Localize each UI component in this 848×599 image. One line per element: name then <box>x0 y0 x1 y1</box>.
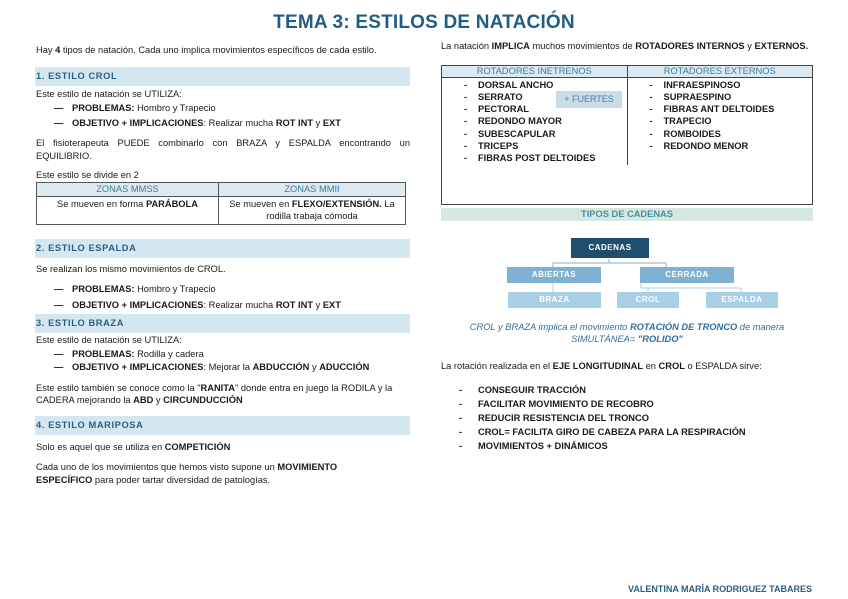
list-item <box>459 439 813 453</box>
list-item-label: TRICEPS <box>478 140 519 151</box>
braza-problems: — PROBLEMAS: Rodilla y cadera <box>54 348 204 359</box>
bullet-dash: - <box>464 116 468 127</box>
list-item-label: MOVIMIENTOS + DINÁMICOS <box>478 441 608 451</box>
bullet-dash: - <box>649 104 653 115</box>
rotators-table <box>441 65 813 205</box>
list-item-label: FIBRAS ANT DELTOIDES <box>663 104 775 115</box>
bullet-dash: - <box>649 79 653 90</box>
list-item-label: FACILITAR MOVIMIENTO DE RECOBRO <box>478 399 654 409</box>
section-braza-heading: 3. ESTILO BRAZA <box>35 314 410 333</box>
list-item-label: CONSEGUIR TRACCIÓN <box>478 385 586 395</box>
braza-objective: — OBJETIVO + IMPLICACIONES: Mejorar la ABDUCCIÓN y ADUCCIÓN <box>54 362 370 372</box>
list-item-label: REDUCIR RESISTENCIA DEL TRONCO <box>478 413 649 423</box>
espalda-problems: — PROBLEMAS: Hombro y Trapecio <box>54 284 216 294</box>
list-item <box>459 425 813 439</box>
implica-text: La natación IMPLICA muchos movimientos de ROTADORES INTERNOS y EXTERNOS. <box>441 41 809 51</box>
list-item-label: REDONDO MENOR <box>663 140 749 151</box>
list-item <box>628 91 813 103</box>
list-item <box>628 140 813 152</box>
rotation-uses-list <box>441 383 813 453</box>
list-item-label: PECTORAL <box>478 104 529 115</box>
section-mariposa-heading: 4. ESTILO MARIPOSA <box>35 416 410 435</box>
bullet-dash: - <box>459 399 463 409</box>
bullet-dash: - <box>464 79 468 90</box>
espalda-same: Se realizan los mismo movimientos de CROL. <box>36 263 226 274</box>
list-item-label: SUPRAESPINO <box>663 91 732 102</box>
crol-divides: Este estilo se divide en 2 <box>36 170 139 180</box>
cerrada-node: CERRADA <box>640 267 734 283</box>
braza-uses: Este estilo de natación se UTILIZA: <box>36 335 182 345</box>
list-item <box>628 103 813 115</box>
list-item-label: SERRATO <box>478 91 523 102</box>
section-espalda-heading: 2. ESTILO ESPALDA <box>35 239 410 258</box>
bullet-dash: - <box>464 153 468 164</box>
bullet-dash: - <box>649 140 653 151</box>
list-item-label: CROL= FACILITA GIRO DE CABEZA PARA LA RESPIRACIÓN <box>478 427 746 437</box>
list-item <box>628 115 813 127</box>
list-item <box>442 115 627 127</box>
list-item <box>442 79 627 91</box>
list-item <box>442 140 627 152</box>
bullet-dash: - <box>459 441 463 451</box>
bullet-dash: - <box>649 116 653 127</box>
bullet-dash: - <box>464 128 468 139</box>
zones-mmss-header: ZONAS MMSS <box>37 182 219 196</box>
espalda-node: ESPALDA <box>706 292 778 308</box>
section-crol-heading: 1. ESTILO CROL <box>35 67 410 86</box>
list-item <box>628 79 813 91</box>
rot-int-header: ROTADORES INETRENOS <box>442 66 628 77</box>
right-column <box>441 40 813 453</box>
list-item <box>459 411 813 425</box>
list-item-label: FIBRAS POST DELTOIDES <box>478 153 596 164</box>
espalda-objective: — OBJETIVO + IMPLICACIONES: Realizar mucha ROT INT y EXT <box>54 299 341 310</box>
list-item <box>442 152 627 164</box>
zones-mmii-header: ZONAS MMII <box>219 182 406 196</box>
bullet-dash: - <box>464 91 468 102</box>
mariposa-each: Cada uno de los movimientos que hemos visto supone un MOVIMIENTO ESPECÍFICO para poder tartar diversidad de patologías. <box>36 462 338 485</box>
list-item-label: ROMBOIDES <box>663 128 721 139</box>
braza-known: Este estilo también se conoce como la "RANITA" donde entra en juego la RODILA y la CADERA mejorando la ABD y CIRCUNDUCCIÓN <box>36 382 393 405</box>
rot-ext-list <box>628 78 813 165</box>
list-item-label: DORSAL ANCHO <box>478 79 554 90</box>
list-item-label: REDONDO MAYOR <box>478 116 562 127</box>
crol-problems: — PROBLEMAS: Hombro y Trapecio <box>54 103 216 113</box>
bullet-dash: - <box>459 385 463 395</box>
intro-text: Hay 4 tipos de natación. Cada uno implica movimientos específicos de cada estilo. <box>36 45 377 55</box>
list-item-label: SUBESCAPULAR <box>478 128 556 139</box>
rolido-note: CROL y BRAZA implica el movimiento ROTACIÓN DE TRONCO de manera SIMULTÁNEA= "ROLIDO" <box>469 321 785 344</box>
left-column <box>36 44 410 486</box>
bullet-dash: - <box>459 427 463 437</box>
list-item <box>459 397 813 411</box>
crol-objective: — OBJETIVO + IMPLICACIONES: Realizar mucha ROT INT y EXT <box>54 117 341 128</box>
list-item <box>628 128 813 140</box>
mariposa-only: Solo es aquel que se utiliza en COMPETICIÓN <box>36 441 231 452</box>
zones-table <box>36 182 406 225</box>
crol-uses: Este estilo de natación se UTILIZA: <box>36 88 182 99</box>
braza-node: BRAZA <box>508 292 601 308</box>
bullet-dash: - <box>464 104 468 115</box>
zones-mmii-cell: Se mueven en FLEXO/EXTENSIÓN. La rodilla trabaja cómoda <box>219 196 406 224</box>
bullet-dash: - <box>459 413 463 423</box>
page-title: TEMA 3: ESTILOS DE NATACIÓN <box>273 12 575 33</box>
list-item <box>459 383 813 397</box>
list-item-label: TRAPECIO <box>663 116 712 127</box>
bullet-dash: - <box>649 91 653 102</box>
cadenas-root-node: CADENAS <box>571 238 649 258</box>
zones-mmss-cell: Se mueven en forma PARÁBOLA <box>37 196 219 224</box>
bullet-dash: - <box>464 140 468 151</box>
list-item <box>442 128 627 140</box>
abiertas-node: ABIERTAS <box>507 267 601 283</box>
rot-ext-header: ROTADORES EXTERNOS <box>663 65 776 76</box>
crol-node: CROL <box>617 292 679 308</box>
fuertes-label: + FUERTES <box>556 91 622 108</box>
crol-physio: El fisioterapeuta PUEDE combinarlo con BRAZA y ESPALDA encontrando un EQUILIBRIO. <box>36 138 410 161</box>
cadenas-area <box>441 206 813 316</box>
bullet-dash: - <box>649 128 653 139</box>
author-name: VALENTINA MARÍA RODRIGUEZ TABARES <box>628 584 812 594</box>
rotation-text: La rotación realizada en el EJE LONGITUDINAL en CROL o ESPALDA sirve: <box>441 360 762 371</box>
cadenas-title: TIPOS DE CADENAS <box>441 208 813 221</box>
list-item-label: INFRAESPINOSO <box>663 79 741 90</box>
